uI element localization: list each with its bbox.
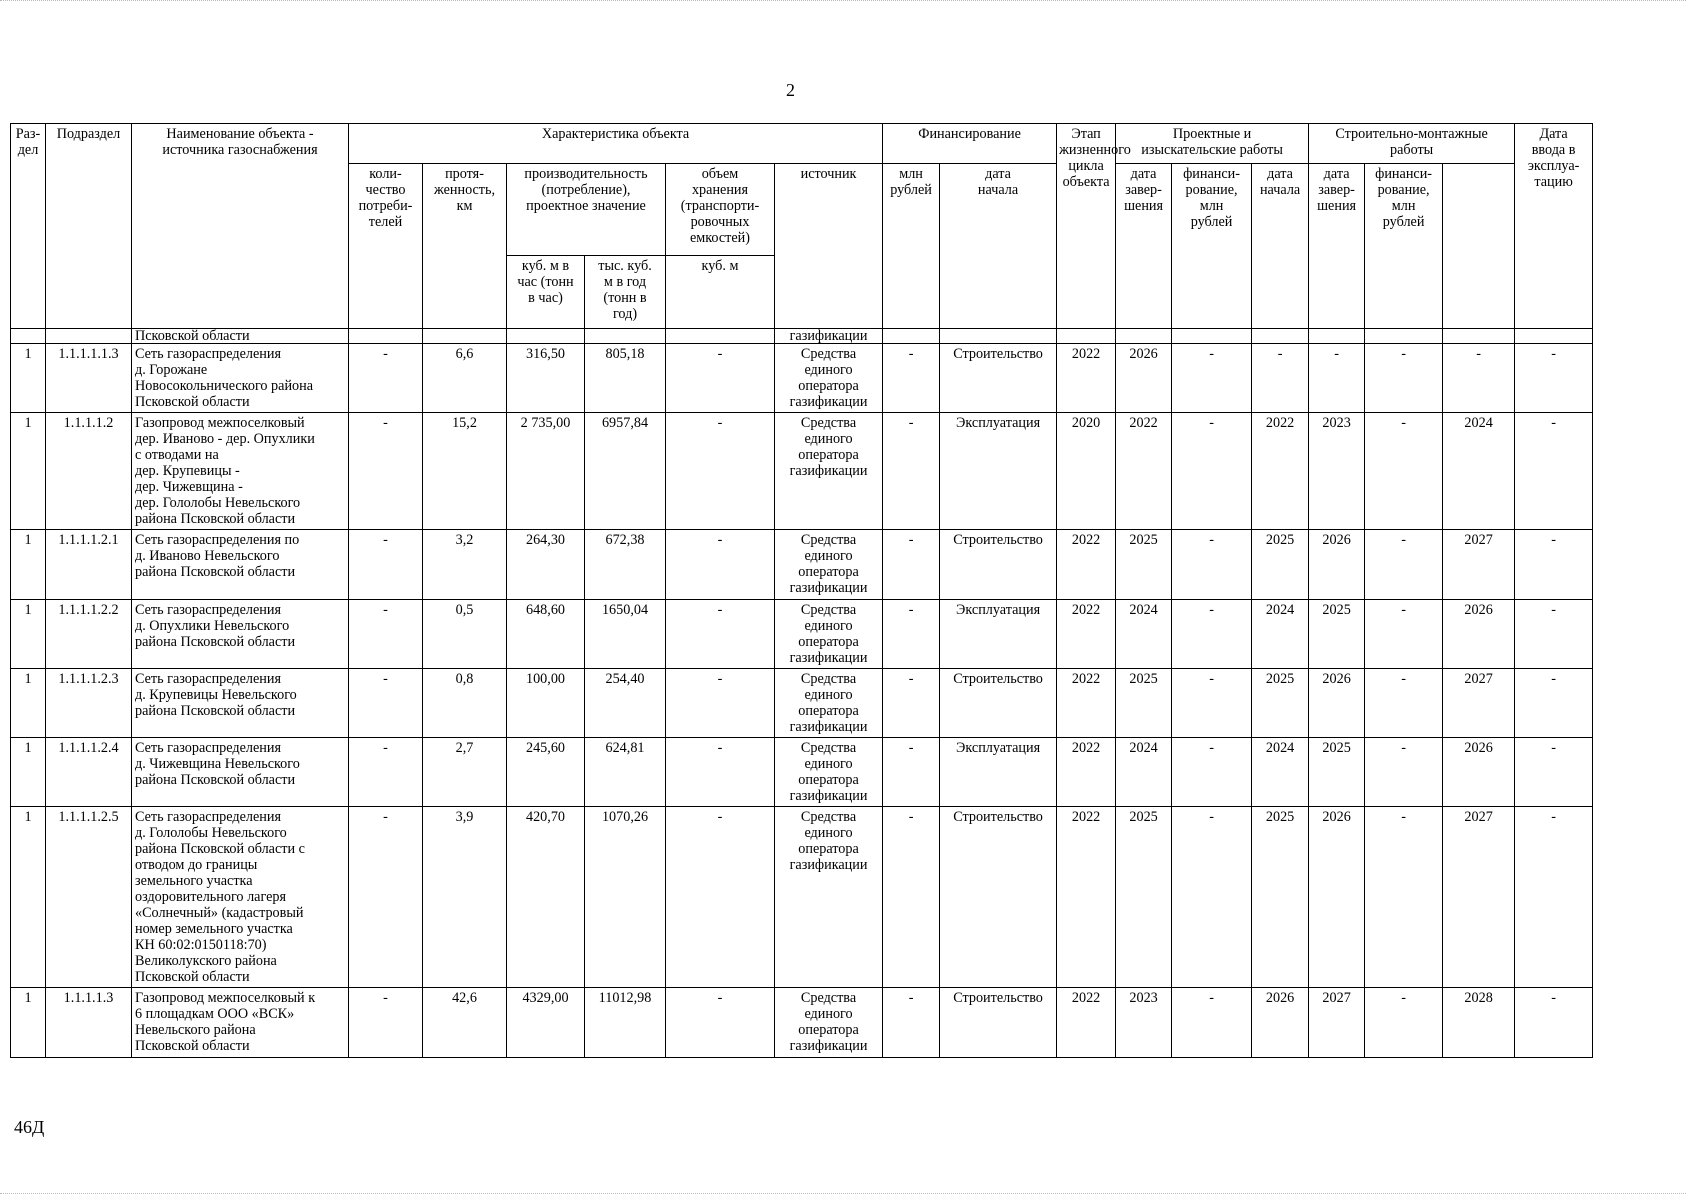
cell-lifecycle-stage: Строительство [940,988,1057,1058]
cell-design-end: 2024 [1116,738,1172,807]
cell-financing-source: Средства единого оператора газификации [775,344,883,413]
cell-storage: - [666,600,775,669]
cell-object-name: Газопровод межпоселковый к 6 площадкам ООО «ВСК» Невельского района Псковской области [132,988,349,1058]
cell-construction-start: 2025 [1252,530,1309,600]
cell-consumers-count: - [349,669,423,738]
cell-construction-end: 2026 [1309,669,1365,738]
header-construction-start: дата начала [1252,164,1309,329]
cell-storage: - [666,669,775,738]
cell-construction-start: 2024 [1252,600,1309,669]
cell-design-start: 2022 [1057,988,1116,1058]
scan-top-edge [0,0,1686,6]
cell-per-year: 11012,98 [585,988,666,1058]
cell-mln-rub: - [883,530,940,600]
cell-commission-date: 2026 [1443,600,1515,669]
header-unit-per-hour: куб. м в час (тонн в час) [507,256,585,329]
table-row [11,807,1593,988]
cell-object-name: Сеть газораспределения д. Опухлики Невельского района Псковской области [132,600,349,669]
cell-commission-date: 2027 [1443,807,1515,988]
table-row [11,530,1593,600]
cell-construction-financing: - [1365,344,1443,413]
header-podrazdel: Подраздел [46,124,132,329]
table-row [11,413,1593,530]
cell-razdel: 1 [11,807,46,988]
header-design-financing: финанси- рование, млн рублей [1172,164,1252,329]
cell-mln-rub: - [883,600,940,669]
cell-construction-end: 2023 [1309,413,1365,530]
cell-length: 3,9 [423,807,507,988]
continuation-name: Псковской области [132,329,349,344]
cell-consumers-count: - [349,413,423,530]
cell-consumer-group: - [1515,669,1593,738]
scan-bottom-edge [0,1193,1686,1199]
cell-podrazdel: 1.1.1.1.3 [46,988,132,1058]
header-commission-date: Дата ввода в эксплуа- тацию [1515,124,1593,329]
cell-construction-financing: - [1365,669,1443,738]
cell-design-end: 2025 [1116,530,1172,600]
cell-commission-date: - [1443,344,1515,413]
cell-mln-rub: - [883,413,940,530]
cell-razdel: 1 [11,530,46,600]
cell-consumer-group: - [1515,988,1593,1058]
cell-consumer-group: - [1515,807,1593,988]
cell-mln-rub: - [883,738,940,807]
cell-consumer-group: - [1515,413,1593,530]
cell-construction-end: - [1309,344,1365,413]
cell-construction-end: 2025 [1309,600,1365,669]
cell-design-financing: - [1172,530,1252,600]
cell-commission-date: 2026 [1443,738,1515,807]
cell-podrazdel: 1.1.1.1.2.5 [46,807,132,988]
cell-per-hour: 264,30 [507,530,585,600]
cell-construction-end: 2026 [1309,807,1365,988]
cell-storage: - [666,413,775,530]
cell-mln-rub: - [883,669,940,738]
cell-per-hour: 245,60 [507,738,585,807]
cell-storage: - [666,738,775,807]
cell-length: 3,2 [423,530,507,600]
table-row [11,738,1593,807]
table-body [11,329,1593,1058]
cell-construction-start: 2025 [1252,669,1309,738]
cell-consumers-count: - [349,530,423,600]
header-financing-source: источник [775,164,883,329]
cell-design-end: 2025 [1116,669,1172,738]
cell-construction-start: 2022 [1252,413,1309,530]
cell-consumers-count: - [349,807,423,988]
cell-object-name: Сеть газораспределения д. Крупевицы Невельского района Псковской области [132,669,349,738]
cell-razdel: 1 [11,669,46,738]
table-row [11,988,1593,1058]
cell-per-hour: 4329,00 [507,988,585,1058]
cell-design-start: 2020 [1057,413,1116,530]
cell-razdel: 1 [11,988,46,1058]
cell-construction-financing: - [1365,738,1443,807]
cell-podrazdel: 1.1.1.1.2.2 [46,600,132,669]
cell-consumers-count: - [349,600,423,669]
header-design-start: дата начала [940,164,1057,329]
cell-design-start: 2022 [1057,807,1116,988]
cell-mln-rub: - [883,344,940,413]
cell-commission-date: 2027 [1443,669,1515,738]
cell-construction-end: 2026 [1309,530,1365,600]
cell-storage: - [666,344,775,413]
cell-length: 15,2 [423,413,507,530]
cell-length: 2,7 [423,738,507,807]
cell-storage: - [666,530,775,600]
cell-lifecycle-stage: Эксплуатация [940,600,1057,669]
cell-design-start: 2022 [1057,344,1116,413]
cell-per-year: 624,81 [585,738,666,807]
cell-consumer-group: - [1515,530,1593,600]
cell-design-financing: - [1172,344,1252,413]
cell-per-year: 1070,26 [585,807,666,988]
cell-object-name: Сеть газораспределения д. Горожане Новосокольнического района Псковской области [132,344,349,413]
cell-length: 0,8 [423,669,507,738]
header-characteristics: Характеристика объекта [349,124,883,164]
header-productivity: производительность (потребление), проектное значение [507,164,666,256]
cell-consumers-count: - [349,344,423,413]
header-mln-rub: млн рублей [883,164,940,329]
cell-construction-financing: - [1365,413,1443,530]
header-design-end: дата завер- шения [1116,164,1172,329]
cell-podrazdel: 1.1.1.1.2 [46,413,132,530]
cell-design-financing: - [1172,738,1252,807]
cell-design-start: 2022 [1057,738,1116,807]
header-construction-works: Строительно-монтажные работы [1309,124,1515,164]
header-object-name: Наименование объекта - источника газоснабжения [132,124,349,329]
cell-design-end: 2026 [1116,344,1172,413]
cell-design-start: 2022 [1057,669,1116,738]
header-consumers-count: коли- чество потреби- телей [349,164,423,329]
cell-lifecycle-stage: Строительство [940,807,1057,988]
cell-lifecycle-stage: Эксплуатация [940,413,1057,530]
header-length: протя- женность, км [423,164,507,329]
cell-construction-start: - [1252,344,1309,413]
cell-consumers-count: - [349,988,423,1058]
cell-design-end: 2023 [1116,988,1172,1058]
cell-storage: - [666,807,775,988]
cell-object-name: Сеть газораспределения д. Гололобы Невельского района Псковской области с отводом до границы земельного участка оздоровительного лагеря «Солнечный» (кадастровый номер земельного участка КН 60:02:0150118:70) Великолукского района Псковской области [132,807,349,988]
cell-construction-start: 2026 [1252,988,1309,1058]
cell-lifecycle-stage: Эксплуатация [940,738,1057,807]
table-row [11,669,1593,738]
cell-object-name: Сеть газораспределения д. Чижевщина Невельского района Псковской области [132,738,349,807]
header-design-works: Проектные и изыскательские работы [1116,124,1309,164]
header-financing: Финансирование [883,124,1057,164]
cell-lifecycle-stage: Строительство [940,344,1057,413]
cell-design-end: 2022 [1116,413,1172,530]
cell-mln-rub: - [883,988,940,1058]
cell-lifecycle-stage: Строительство [940,530,1057,600]
cell-construction-start: 2025 [1252,807,1309,988]
cell-razdel: 1 [11,413,46,530]
cell-design-financing: - [1172,988,1252,1058]
cell-design-financing: - [1172,413,1252,530]
cell-design-end: 2025 [1116,807,1172,988]
cell-design-financing: - [1172,807,1252,988]
cell-financing-source: Средства единого оператора газификации [775,669,883,738]
cell-object-name: Газопровод межпоселковый дер. Иваново - дер. Опухлики с отводами на дер. Крупевицы - дер. Чижевщина - дер. Гололобы Невельского района Псковской области [132,413,349,530]
footer-code: 46Д [14,1117,45,1137]
cell-razdel: 1 [11,738,46,807]
cell-commission-date: 2024 [1443,413,1515,530]
cell-commission-date: 2028 [1443,988,1515,1058]
cell-per-year: 1650,04 [585,600,666,669]
cell-per-year: 672,38 [585,530,666,600]
table-row [11,600,1593,669]
cell-commission-date: 2027 [1443,530,1515,600]
table-header [11,124,1593,329]
cell-construction-financing: - [1365,988,1443,1058]
table-row [11,344,1593,413]
cell-per-hour: 2 735,00 [507,413,585,530]
cell-per-hour: 316,50 [507,344,585,413]
cell-construction-end: 2025 [1309,738,1365,807]
cell-construction-financing: - [1365,530,1443,600]
header-razdel: Раз- дел [11,124,46,329]
continuation-row [11,329,1593,344]
cell-per-hour: 100,00 [507,669,585,738]
cell-podrazdel: 1.1.1.1.1.3 [46,344,132,413]
cell-consumer-group: - [1515,738,1593,807]
cell-length: 6,6 [423,344,507,413]
cell-design-financing: - [1172,669,1252,738]
cell-construction-start: 2024 [1252,738,1309,807]
cell-length: 42,6 [423,988,507,1058]
cell-per-year: 805,18 [585,344,666,413]
cell-per-hour: 420,70 [507,807,585,988]
cell-razdel: 1 [11,344,46,413]
cell-financing-source: Средства единого оператора газификации [775,413,883,530]
cell-design-start: 2022 [1057,530,1116,600]
cell-financing-source: Средства единого оператора газификации [775,600,883,669]
header-unit-storage: куб. м [666,256,775,329]
cell-podrazdel: 1.1.1.1.2.4 [46,738,132,807]
header-lifecycle-stage: Этап жизненного цикла объекта [1057,124,1116,329]
cell-razdel: 1 [11,600,46,669]
header-storage: объем хранения (транспорти- ровочных емкостей) [666,164,775,256]
cell-construction-financing: - [1365,600,1443,669]
cell-design-end: 2024 [1116,600,1172,669]
cell-podrazdel: 1.1.1.1.2.3 [46,669,132,738]
cell-storage: - [666,988,775,1058]
cell-per-year: 254,40 [585,669,666,738]
cell-design-financing: - [1172,600,1252,669]
cell-consumer-group: - [1515,344,1593,413]
cell-consumers-count: - [349,738,423,807]
cell-object-name: Сеть газораспределения по д. Иваново Невельского района Псковской области [132,530,349,600]
cell-financing-source: Средства единого оператора газификации [775,807,883,988]
cell-construction-financing: - [1365,807,1443,988]
cell-design-start: 2022 [1057,600,1116,669]
cell-consumer-group: - [1515,600,1593,669]
cell-lifecycle-stage: Строительство [940,669,1057,738]
cell-financing-source: Средства единого оператора газификации [775,530,883,600]
page-number: 2 [786,80,795,100]
continuation-source: газификации [775,329,883,344]
cell-length: 0,5 [423,600,507,669]
cell-per-hour: 648,60 [507,600,585,669]
cell-podrazdel: 1.1.1.1.2.1 [46,530,132,600]
cell-construction-end: 2027 [1309,988,1365,1058]
cell-per-year: 6957,84 [585,413,666,530]
cell-mln-rub: - [883,807,940,988]
cell-financing-source: Средства единого оператора газификации [775,738,883,807]
header-construction-end: дата завер- шения [1309,164,1365,329]
header-unit-per-year: тыс. куб. м в год (тонн в год) [585,256,666,329]
header-construction-financing: финанси- рование, млн рублей [1365,164,1443,329]
cell-financing-source: Средства единого оператора газификации [775,988,883,1058]
gas-supply-objects-table [10,123,1593,1058]
